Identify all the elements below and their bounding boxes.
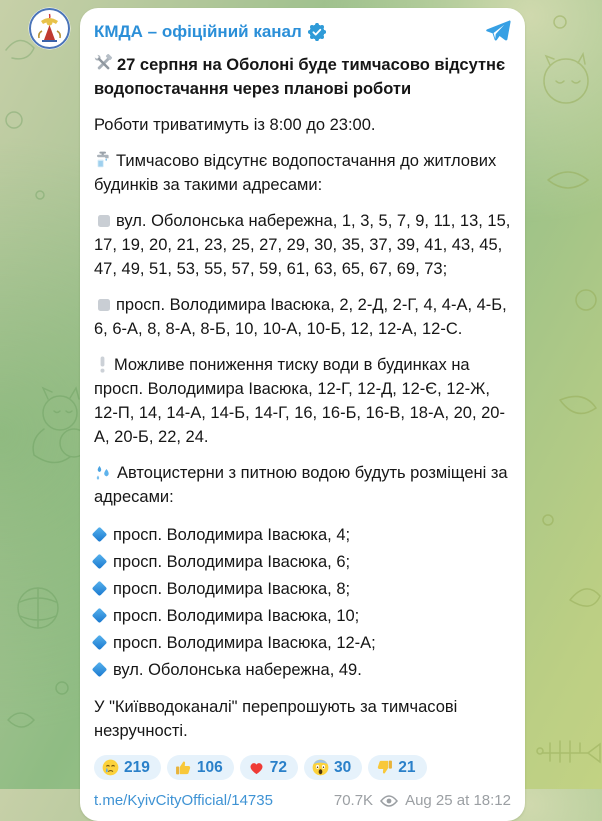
- reaction-thumbs-down[interactable]: [368, 755, 426, 780]
- telegram-paper-plane-icon[interactable]: [484, 18, 511, 45]
- channel-name[interactable]: КМДА – офіційний канал: [94, 21, 302, 41]
- thumbs-up-icon: [175, 759, 192, 776]
- blue-diamond-icon: [92, 635, 108, 651]
- channel-header: [94, 18, 511, 45]
- reaction-count: 21: [398, 758, 416, 776]
- works-hours-paragraph: Роботи триватимуть із 8:00 до 23:00.: [94, 116, 376, 134]
- reactions-row: [94, 755, 511, 780]
- message-title-text: 27 серпня на Оболоні буде тимчасово відсутнє водопостачання через планові роботи: [94, 56, 506, 98]
- gray-square-bullet: [98, 215, 110, 227]
- pressure-note-text: Можливе пониження тиску води в будинках на просп. Володимира Івасюка, 12-Г, 12-Д, 12-Є, 12-Ж, 12-П, 14, 14-А, 14-Б, 14-Г, 16, 16-Б, 16-В, 18-А, 20, 20-А, 20-Б, 22, 24.: [94, 356, 505, 446]
- tanker-location-item: [94, 521, 511, 548]
- potable-water-faucet-icon: [94, 150, 112, 169]
- channel-avatar[interactable]: [28, 7, 71, 50]
- reaction-count: 106: [196, 758, 223, 776]
- reaction-scream[interactable]: [304, 755, 362, 780]
- views-count: 70.7K: [333, 792, 374, 809]
- reaction-count: 72: [269, 758, 287, 776]
- reaction-count: 219: [124, 758, 150, 776]
- message-title: [94, 53, 511, 101]
- tankers-intro-paragraph: [94, 461, 511, 509]
- blue-diamond-icon: [92, 662, 108, 678]
- tanker-location-text: просп. Володимира Івасюка, 4;: [113, 525, 351, 544]
- hammer-and-wrench-icon: [94, 54, 113, 73]
- tanker-locations-list: [94, 521, 511, 683]
- blue-diamond-icon: [92, 608, 108, 624]
- intro-paragraph: [94, 149, 511, 197]
- reaction-count: 30: [334, 758, 352, 776]
- screaming-face-icon: [312, 759, 329, 776]
- street1-text: вул. Оболонська набережна, 1, 3, 5, 7, 9, 11, 13, 15, 17, 19, 20, 21, 23, 25, 27, 29, 30, 35, 37, 39, 41, 43, 45, 47, 49, 51, 53, 55, 57, 59, 61, 63, 65, 67, 69, 73;: [94, 212, 511, 278]
- post-meta: [334, 791, 511, 811]
- post-date: Aug 25 at 18:12: [405, 792, 511, 809]
- blue-diamond-icon: [92, 527, 108, 543]
- tanker-location-text: просп. Володимира Івасюка, 10;: [113, 606, 360, 625]
- address-list-street1: [94, 209, 511, 281]
- telegram-message-bubble: [80, 8, 525, 821]
- post-link[interactable]: t.me/KyivCityOfficial/14735: [94, 792, 273, 809]
- tanker-location-item: [94, 548, 511, 575]
- tanker-location-text: вул. Оболонська набережна, 49.: [113, 660, 362, 679]
- crying-face-icon: [102, 759, 119, 776]
- reaction-heart[interactable]: [240, 755, 298, 780]
- water-droplets-icon: [94, 464, 113, 481]
- reaction-thumbs-up[interactable]: [167, 755, 234, 780]
- address-list-street2: [94, 293, 511, 341]
- red-heart-icon: [248, 759, 265, 776]
- tanker-location-text: просп. Володимира Івасюка, 12-А;: [113, 633, 376, 652]
- blue-diamond-icon: [92, 554, 108, 570]
- gray-exclamation-icon: [98, 356, 107, 373]
- message-footer: [94, 791, 511, 811]
- blue-diamond-icon: [92, 581, 108, 597]
- tankers-intro-text: Автоцистерни з питною водою будуть розміщені за адресами:: [94, 464, 508, 506]
- thumbs-down-icon: [376, 759, 393, 776]
- tanker-location-item: [94, 629, 511, 656]
- reaction-crying[interactable]: [94, 755, 161, 780]
- eye-icon: [380, 795, 398, 807]
- tanker-location-item: [94, 656, 511, 683]
- pressure-note-paragraph: [94, 353, 511, 449]
- tanker-location-text: просп. Володимира Івасюка, 6;: [113, 552, 351, 571]
- tanker-location-item: [94, 575, 511, 602]
- verified-badge-icon: [308, 23, 326, 41]
- apology-paragraph: У "Київводоканалі" перепрошують за тимчасові незручності.: [94, 698, 458, 740]
- intro-text: Тимчасово відсутнє водопостачання до житлових будинків за такими адресами:: [94, 152, 497, 194]
- tanker-location-item: [94, 602, 511, 629]
- street2-text: просп. Володимира Івасюка, 2, 2-Д, 2-Г, 4, 4-А, 4-Б, 6, 6-А, 8, 8-А, 8-Б, 10, 10-А, 10-Б, 12, 12-А, 12-С.: [94, 296, 507, 338]
- gray-square-bullet: [98, 299, 110, 311]
- tanker-location-text: просп. Володимира Івасюка, 8;: [113, 579, 351, 598]
